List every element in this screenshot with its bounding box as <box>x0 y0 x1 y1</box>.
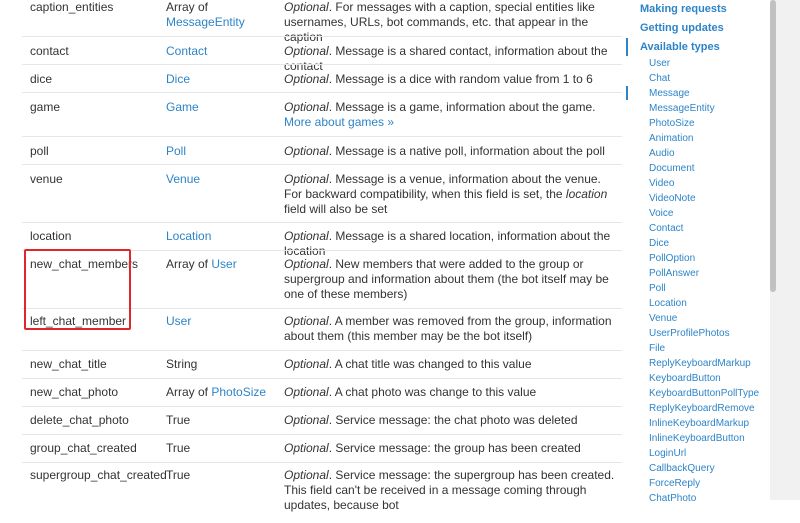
sidebar-item-videonote[interactable]: VideoNote <box>649 193 696 204</box>
field-name: game <box>30 100 61 114</box>
field-type <box>166 385 276 400</box>
table-row <box>22 434 622 463</box>
sidebar-item-animation[interactable]: Animation <box>649 133 694 144</box>
sidebar-item-contact[interactable]: Contact <box>649 223 684 234</box>
type-link[interactable]: Venue <box>166 172 201 186</box>
field-description <box>284 413 620 428</box>
optional-label: Optional <box>284 257 329 271</box>
type-link[interactable]: User <box>166 314 192 328</box>
optional-label: Optional <box>284 385 329 399</box>
field-type: True <box>166 441 191 455</box>
description-text: . A chat photo was change to this value <box>328 385 537 399</box>
sidebar-indicator-line <box>626 38 628 56</box>
sidebar-item-polloption[interactable]: PollOption <box>649 253 696 264</box>
sidebar-item-messageentity[interactable]: MessageEntity <box>649 103 715 114</box>
sidebar-item-poll[interactable]: Poll <box>649 283 666 294</box>
sidebar-item-replykeyboardremove[interactable]: ReplyKeyboardRemove <box>649 403 755 414</box>
type-link[interactable]: Dice <box>166 72 191 86</box>
field-description <box>284 385 620 400</box>
field-description <box>284 314 620 344</box>
table-row <box>22 92 622 137</box>
description-text: . A chat title was changed to this value <box>328 357 532 371</box>
optional-label: Optional <box>284 72 329 86</box>
field-name: left_chat_member <box>30 314 127 328</box>
sidebar-item-location[interactable]: Location <box>649 298 687 309</box>
optional-label: Optional <box>284 44 329 58</box>
field-type: True <box>166 413 191 427</box>
field-description <box>284 468 620 513</box>
field-name: new_chat_members <box>30 257 139 271</box>
sidebar-item-user[interactable]: User <box>649 58 671 69</box>
location-em: location <box>565 187 608 201</box>
sidebar-item-loginurl[interactable]: LoginUrl <box>649 448 687 459</box>
highlight-box <box>24 249 131 330</box>
description-text: . Message is a native poll, information about the poll <box>328 144 605 158</box>
field-description <box>284 144 620 159</box>
type-link[interactable]: MessageEntity <box>166 15 245 29</box>
field-name: contact <box>30 44 69 58</box>
table-row <box>22 378 622 407</box>
field-name: caption_entities <box>30 0 114 14</box>
optional-label: Optional <box>284 314 329 328</box>
description-text: . Message is a shared location, information about the location <box>284 229 611 258</box>
sidebar-item-voice[interactable]: Voice <box>649 208 674 219</box>
sidebar-item-file[interactable]: File <box>649 343 666 354</box>
field-type <box>166 257 276 272</box>
description-text: . For messages with a caption, special entities like usernames, URLs, bot commands, etc. that appear in the caption <box>284 0 595 44</box>
table-row <box>22 0 622 44</box>
optional-label: Optional <box>284 144 329 158</box>
description-text: . Message is a shared contact, information about the contact <box>284 44 608 73</box>
field-description <box>284 172 620 217</box>
field-description <box>284 357 620 372</box>
optional-label: Optional <box>284 229 329 243</box>
type-prefix: Array of <box>166 385 212 399</box>
type-prefix: Array of <box>166 257 212 271</box>
description-text: . Service message: the group has been created <box>328 441 581 455</box>
sidebar-item-message[interactable]: Message <box>649 88 690 99</box>
scrollbar[interactable] <box>770 0 800 500</box>
field-description <box>284 72 620 87</box>
table-row <box>22 36 622 73</box>
type-link[interactable]: PhotoSize <box>211 385 267 399</box>
sidebar-item-audio[interactable]: Audio <box>649 148 675 159</box>
field-name: new_chat_photo <box>30 385 119 399</box>
more-about-games-link[interactable]: More about games » <box>284 115 395 129</box>
optional-label: Optional <box>284 100 329 114</box>
sidebar-item-userprofilephotos[interactable]: UserProfilePhotos <box>649 328 730 339</box>
sidebar-item-replykeyboardmarkup[interactable]: ReplyKeyboardMarkup <box>649 358 751 369</box>
field-name: delete_chat_photo <box>30 413 129 427</box>
type-link[interactable]: Poll <box>166 144 187 158</box>
field-name: venue <box>30 172 63 186</box>
field-name: supergroup_chat_created <box>30 468 167 482</box>
field-name: new_chat_title <box>30 357 107 371</box>
type-link[interactable]: Game <box>166 100 199 114</box>
field-type: True <box>166 468 191 482</box>
description-text: . Service message: the supergroup has been created. This field can't be received in a message coming through updates, because bot <box>284 468 615 512</box>
type-link[interactable]: Contact <box>166 44 208 58</box>
sidebar-section-getting-updates[interactable]: Getting updates <box>640 22 724 34</box>
table-row <box>22 64 622 93</box>
table-row <box>22 462 622 523</box>
description-text: . Message is a game, information about the game. <box>328 100 596 114</box>
description-tail: field will also be set <box>284 202 388 216</box>
sidebar-item-chatphoto[interactable]: ChatPhoto <box>649 493 697 504</box>
table-row <box>22 222 622 258</box>
sidebar-item-keyboardbuttonpolltype[interactable]: KeyboardButtonPollType <box>649 388 760 399</box>
optional-label: Optional <box>284 357 329 371</box>
sidebar-item-venue[interactable]: Venue <box>649 313 678 324</box>
sidebar-indicator-line <box>626 86 628 100</box>
type-link[interactable]: Location <box>166 229 212 243</box>
type-prefix: Array of <box>166 0 209 14</box>
field-name: location <box>30 229 72 243</box>
description-text: . Service message: the chat photo was deleted <box>328 413 578 427</box>
description-text: . Message is a venue, information about the venue. For backward compatibility, when this field is set, the <box>284 172 601 201</box>
field-description <box>284 441 620 456</box>
field-name: dice <box>30 72 53 86</box>
sidebar-item-document[interactable]: Document <box>649 163 695 174</box>
sidebar-section-available-types[interactable]: Available types <box>640 41 720 53</box>
field-name: group_chat_created <box>30 441 137 455</box>
field-type <box>166 0 276 30</box>
optional-label: Optional <box>284 413 329 427</box>
type-link[interactable]: User <box>211 257 237 271</box>
sidebar-item-video[interactable]: Video <box>649 178 675 189</box>
field-type: String <box>166 357 198 371</box>
description-text: . Message is a dice with random value from 1 to 6 <box>328 72 593 86</box>
sidebar-section-making-requests[interactable]: Making requests <box>640 3 727 15</box>
sidebar-item-keyboardbutton[interactable]: KeyboardButton <box>649 373 721 384</box>
table-row <box>22 406 622 435</box>
field-description <box>284 257 620 302</box>
sidebar-nav <box>624 0 770 504</box>
field-description <box>284 100 620 130</box>
sidebar-item-photosize[interactable]: PhotoSize <box>649 118 695 129</box>
field-name: poll <box>30 144 49 158</box>
description-text: . A member was removed from the group, information about them (this member may be the bot itself) <box>284 314 612 343</box>
sidebar-item-callbackquery[interactable]: CallbackQuery <box>649 463 715 474</box>
sidebar-item-forcereply[interactable]: ForceReply <box>649 478 701 489</box>
table-row <box>22 350 622 379</box>
optional-label: Optional <box>284 441 329 455</box>
sidebar-item-inlinekeyboardbutton[interactable]: InlineKeyboardButton <box>649 433 745 444</box>
optional-label: Optional <box>284 468 329 482</box>
sidebar-item-inlinekeyboardmarkup[interactable]: InlineKeyboardMarkup <box>649 418 750 429</box>
description-text: . New members that were added to the group or supergroup and information about them (the bot itself may be one of these members) <box>284 257 609 301</box>
sidebar-item-pollanswer[interactable]: PollAnswer <box>649 268 700 279</box>
sidebar-item-chat[interactable]: Chat <box>649 73 671 84</box>
scrollbar-thumb[interactable] <box>770 0 776 292</box>
table-row <box>22 164 622 223</box>
optional-label: Optional <box>284 172 329 186</box>
optional-label: Optional <box>284 0 329 14</box>
sidebar-item-dice[interactable]: Dice <box>649 238 670 249</box>
table-row <box>22 136 622 165</box>
